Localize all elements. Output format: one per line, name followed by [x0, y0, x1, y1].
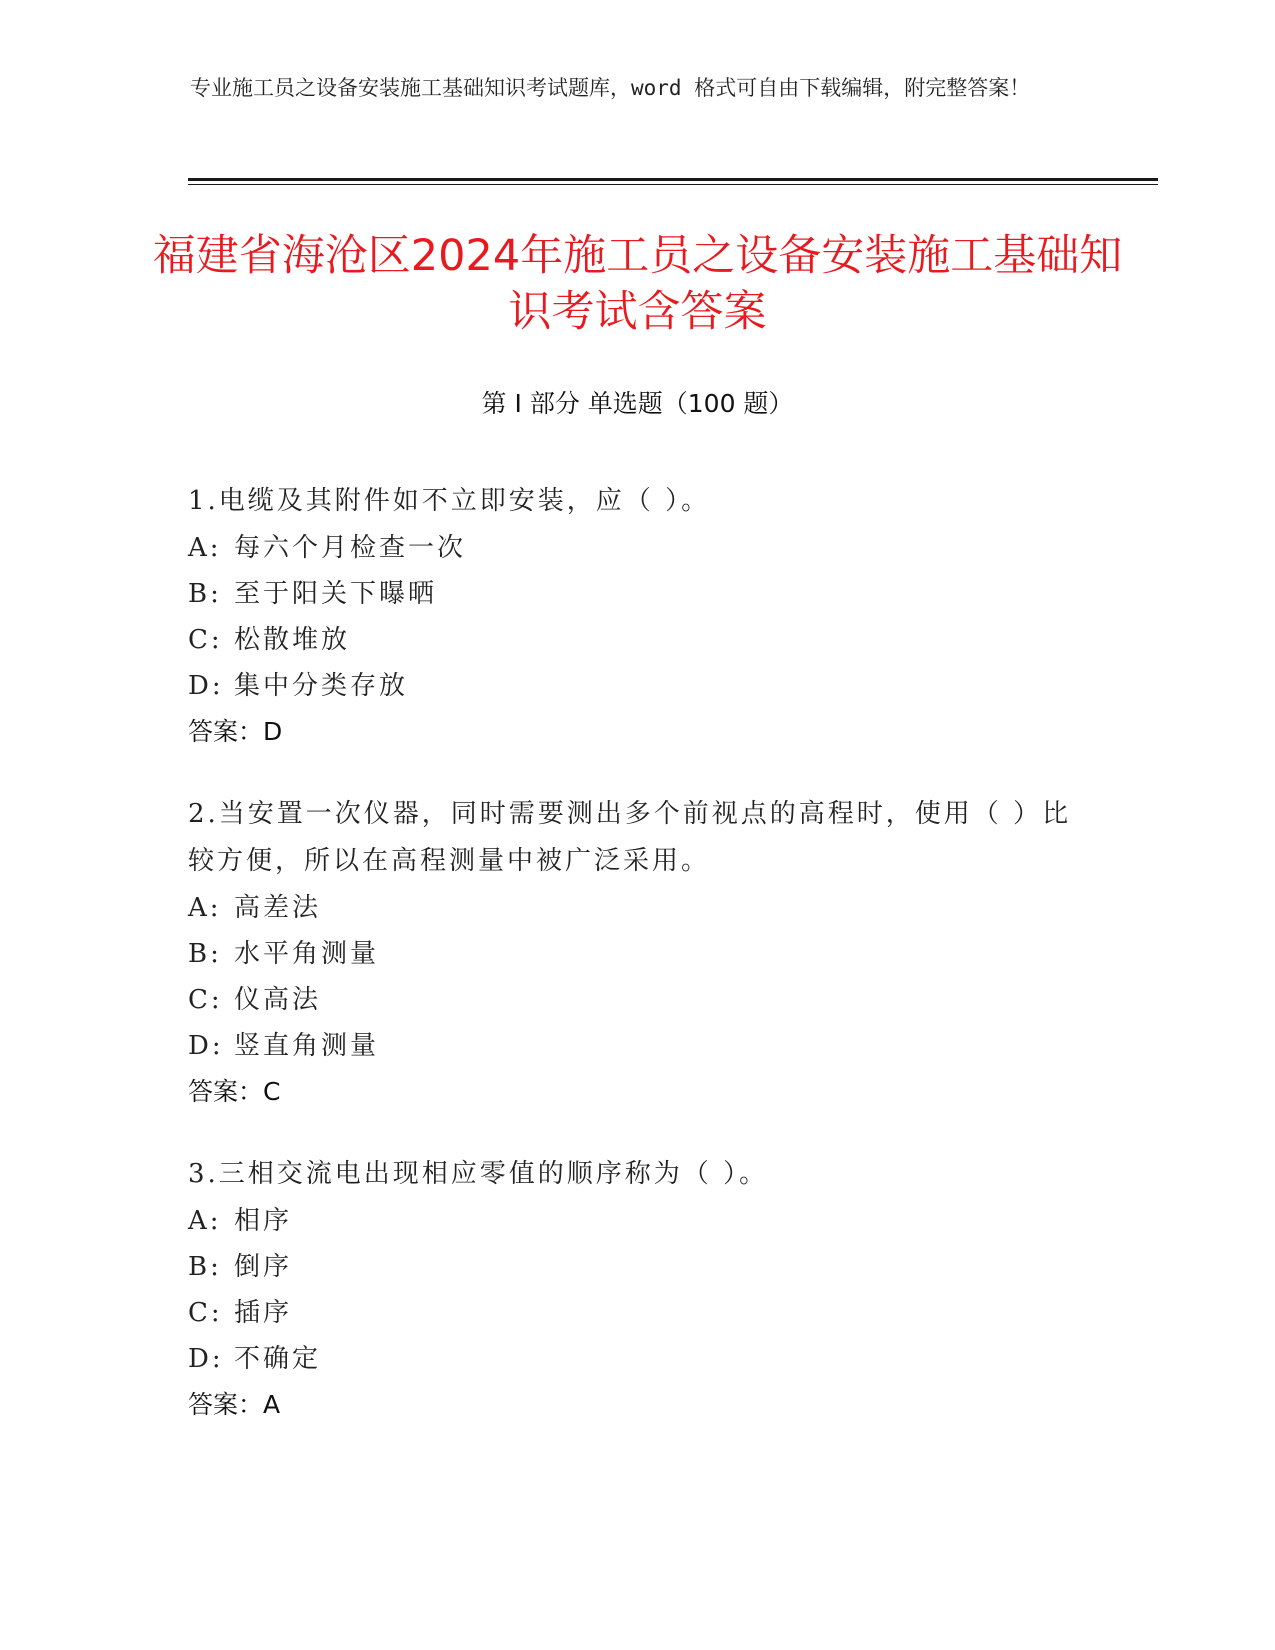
option-c	[188, 617, 1088, 663]
header-divider-thin	[188, 184, 1158, 185]
question-item	[188, 478, 1088, 755]
question-stem: 1.电缆及其附件如不立即安装，应（ ）。	[188, 486, 711, 516]
option-d	[188, 663, 1088, 709]
option-b	[188, 571, 1088, 617]
answer-line: 答案：D	[188, 717, 283, 746]
option-text: 倒序	[234, 1252, 293, 1282]
option-letter: C:	[188, 625, 223, 655]
option-c	[188, 977, 1088, 1023]
option-letter: A:	[188, 1206, 222, 1236]
section-title: 第 I 部分 单选题（100 题）	[481, 389, 794, 418]
answer-line: 答案：A	[188, 1390, 281, 1419]
option-letter: D:	[188, 671, 224, 701]
option-text: 插序	[234, 1298, 293, 1328]
option-letter: D:	[188, 1031, 224, 1061]
question-list	[188, 478, 1088, 1464]
option-letter: C:	[188, 1298, 223, 1328]
option-c	[188, 1290, 1088, 1336]
option-a	[188, 1198, 1088, 1244]
option-text: 至于阳关下曝晒	[234, 579, 438, 609]
option-a	[188, 885, 1088, 931]
option-letter: A:	[188, 533, 222, 563]
option-text: 竖直角测量	[234, 1031, 380, 1061]
option-text: 水平角测量	[234, 939, 380, 969]
question-item	[188, 791, 1088, 1115]
option-letter: B:	[188, 939, 222, 969]
option-text: 松散堆放	[234, 625, 351, 655]
answer-line: 答案：C	[188, 1077, 281, 1106]
option-letter: B:	[188, 579, 222, 609]
option-b	[188, 931, 1088, 977]
option-text: 不确定	[234, 1344, 322, 1374]
header-divider-thick	[188, 178, 1158, 181]
option-b	[188, 1244, 1088, 1290]
document-title: 福建省海沧区2024年施工员之设备安装施工基础知识考试含答案	[152, 231, 1123, 337]
option-letter: C:	[188, 985, 223, 1015]
option-text: 高差法	[234, 893, 322, 923]
option-letter: A:	[188, 893, 222, 923]
question-stem: 3.三相交流电出现相应零值的顺序称为（ ）。	[188, 1159, 769, 1189]
option-text: 每六个月检查一次	[234, 533, 467, 563]
option-d	[188, 1336, 1088, 1382]
option-letter: B:	[188, 1252, 222, 1282]
option-d	[188, 1023, 1088, 1069]
option-a	[188, 525, 1088, 571]
option-text: 集中分类存放	[234, 671, 409, 701]
option-text: 相序	[234, 1206, 293, 1236]
question-item	[188, 1151, 1088, 1428]
question-stem: 2.当安置一次仪器，同时需要测出多个前视点的高程时，使用（ ）比较方便，所以在高程测量中被广泛采用。	[188, 799, 1072, 876]
option-letter: D:	[188, 1344, 224, 1374]
header-note: 专业施工员之设备安装施工基础知识考试题库，word 格式可自由下载编辑，附完整答案！	[190, 76, 1031, 100]
option-text: 仪高法	[234, 985, 322, 1015]
